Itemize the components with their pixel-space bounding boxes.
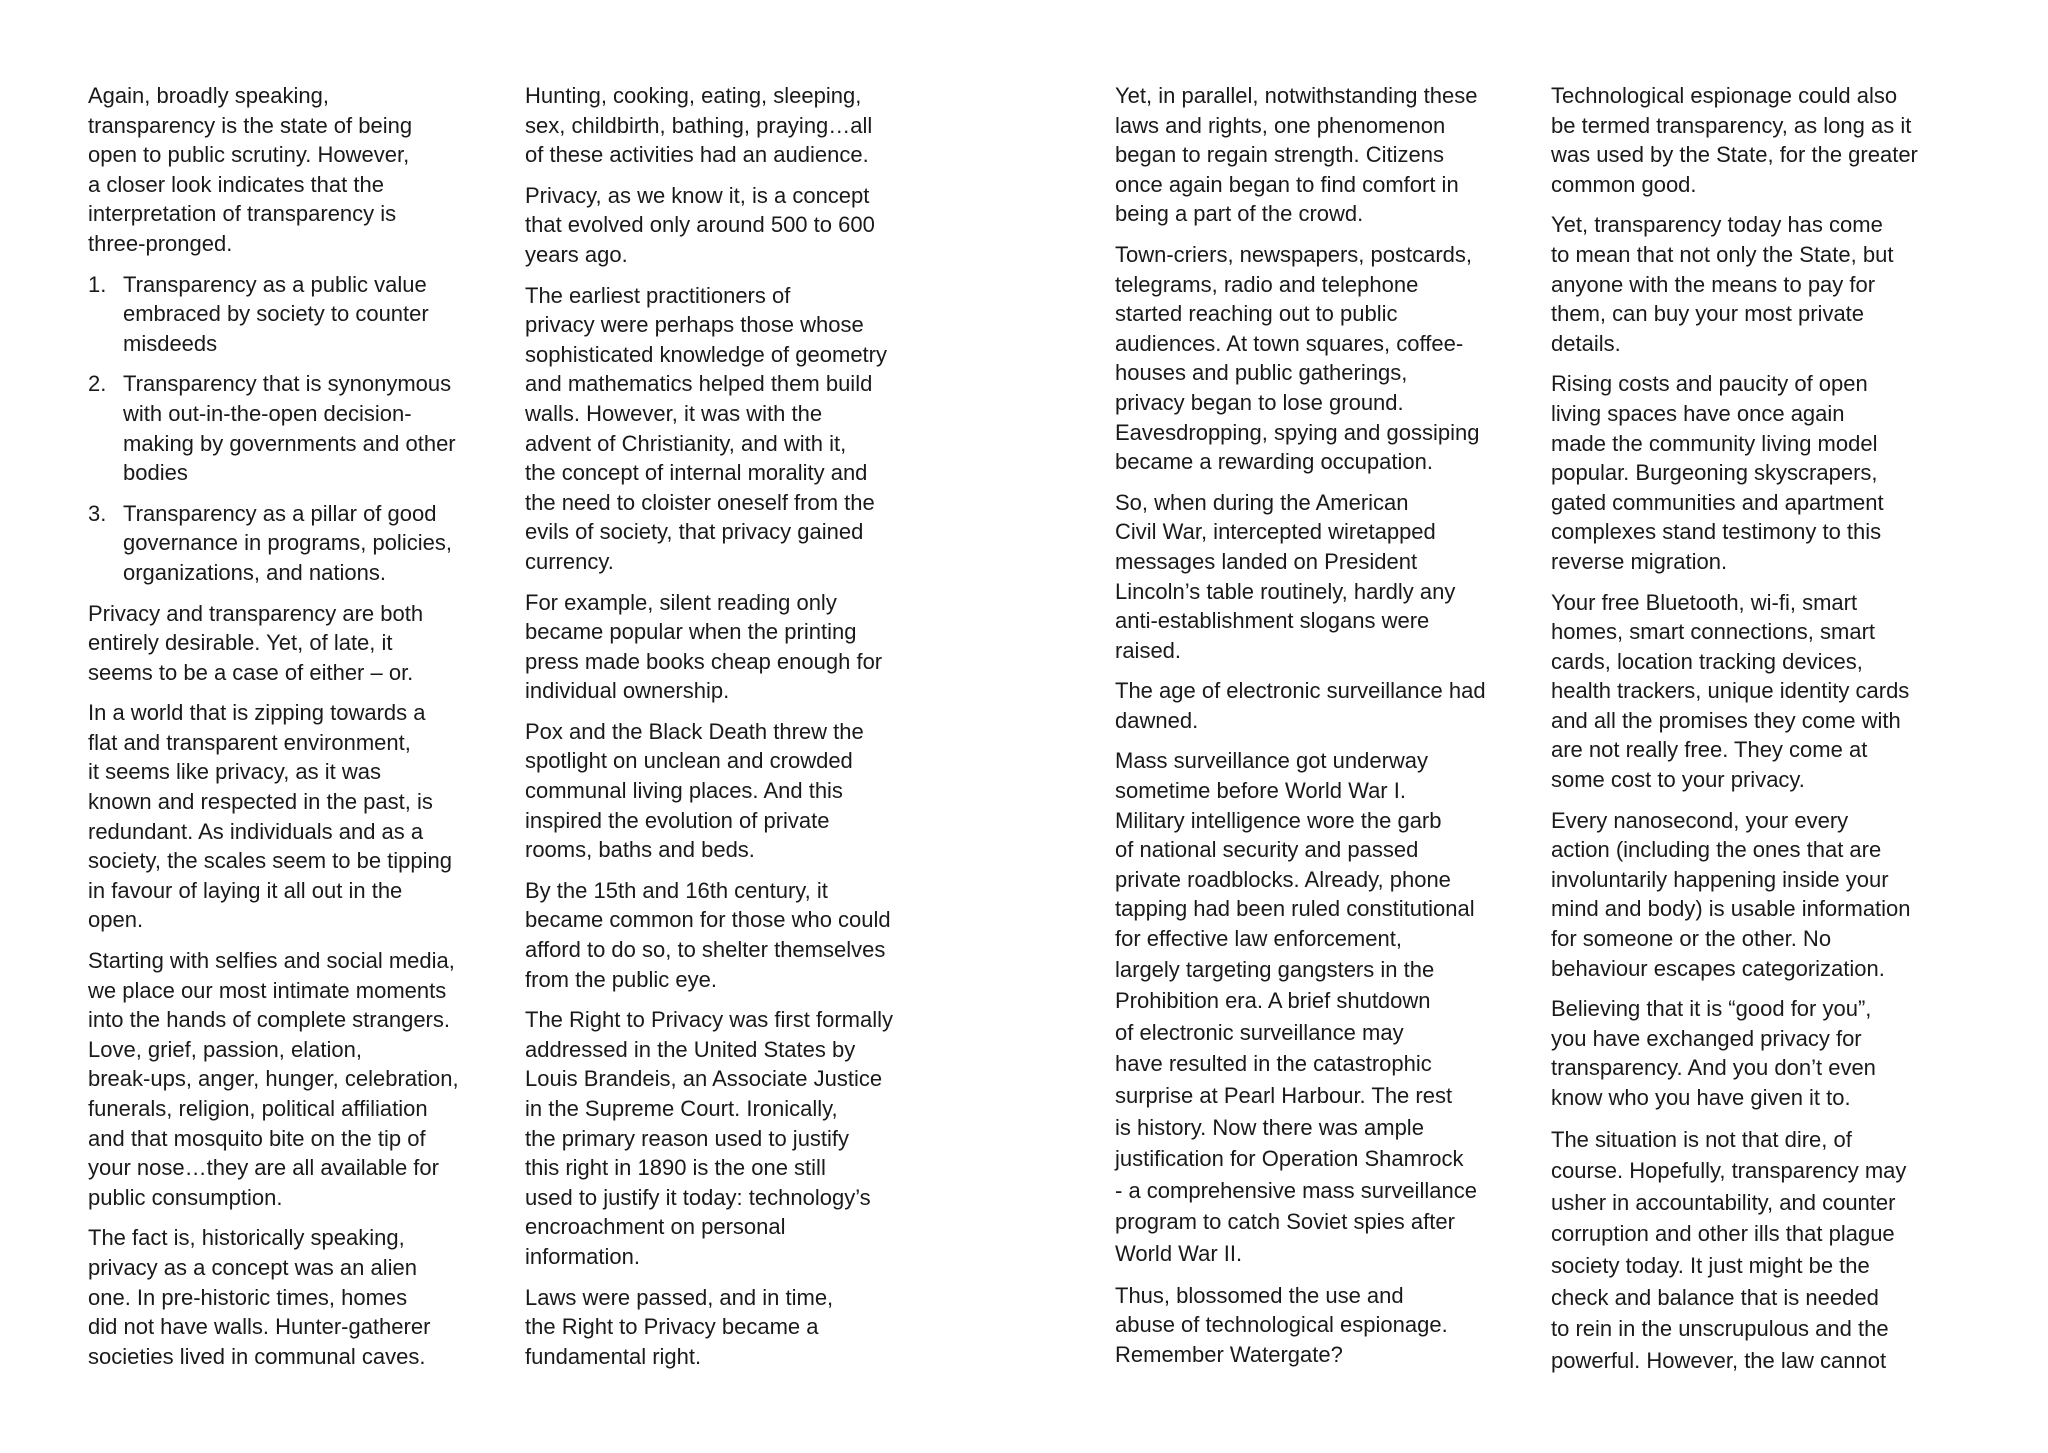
text-line: to rein in the unscrupulous and the: [1551, 1316, 1889, 1342]
text-line: sophisticated knowledge of geometry: [525, 341, 887, 367]
text-line: check and balance that is needed: [1551, 1284, 1879, 1310]
text-line: inspired the evolution of private: [525, 807, 830, 833]
text-line: mind and body) is usable information: [1551, 896, 1911, 922]
text-line: the need to cloister oneself from the: [525, 489, 875, 515]
text-line: of national security and passed: [1115, 837, 1419, 863]
text-line: Again, broadly speaking,: [88, 83, 329, 108]
text-line: The situation is not that dire, of: [1551, 1126, 1852, 1152]
text-line: privacy were perhaps those whose: [525, 312, 864, 338]
text-line: organizations, and nations.: [123, 559, 386, 585]
paragraph: [1115, 81, 1545, 229]
paragraph: [1551, 369, 1979, 576]
text-line: privacy as a concept was an alien: [88, 1254, 417, 1280]
text-line: Hunting, cooking, eating, sleeping,: [525, 83, 862, 108]
text-line: fundamental right.: [525, 1343, 702, 1369]
text-line: laws and rights, one phenomenon: [1115, 112, 1446, 138]
text-line: three-pronged.: [88, 230, 233, 256]
text-line: some cost to your privacy.: [1551, 767, 1805, 793]
text-line: governance in programs, policies,: [123, 530, 452, 556]
text-line: seems to be a case of either – or.: [88, 659, 414, 685]
text-line: surprise at Pearl Harbour. The rest: [1115, 1083, 1453, 1108]
text-line: Privacy, as we know it, is a concept: [525, 182, 870, 208]
text-line: bodies: [123, 460, 188, 486]
paragraph: [1115, 954, 1545, 1270]
text-line: afford to do so, to shelter themselves: [525, 937, 886, 963]
text-line: entirely desirable. Yet, of late, it: [88, 630, 393, 656]
text-line: sometime before World War I.: [1115, 778, 1406, 804]
text-line: powerful. However, the law cannot: [1551, 1347, 1887, 1373]
text-line: Love, grief, passion, elation,: [88, 1036, 362, 1062]
text-line: the primary reason used to justify: [525, 1125, 850, 1151]
text-line: Transparency as a public value: [123, 271, 427, 297]
paragraph: [525, 181, 950, 270]
text-line: to mean that not only the State, but: [1551, 241, 1894, 267]
paragraph: [88, 1223, 513, 1371]
paragraph: [525, 717, 950, 865]
text-line: the Right to Privacy became a: [525, 1314, 819, 1340]
text-line: Transparency that is synonymous: [123, 371, 452, 397]
text-line: advent of Christianity, and with it,: [525, 430, 847, 456]
text-line: cards, location tracking devices,: [1551, 648, 1863, 674]
paragraph: [1551, 806, 1979, 984]
text-line: course. Hopefully, transparency may: [1551, 1158, 1907, 1184]
text-line: currency.: [525, 548, 614, 574]
text-line: sex, childbirth, bathing, praying…all: [525, 112, 873, 138]
text-line: communal living places. And this: [525, 778, 843, 804]
text-line: transparency is the state of being: [88, 112, 413, 138]
list-item: [88, 270, 513, 359]
text-line: tapping had been ruled constitutional: [1115, 896, 1475, 922]
text-line: making by governments and other: [123, 430, 456, 456]
text-line: a closer look indicates that the: [88, 171, 384, 197]
text-line: homes, smart connections, smart: [1551, 619, 1876, 645]
text-line: became a rewarding occupation.: [1115, 449, 1433, 475]
left-page-column-1: [88, 81, 513, 1382]
text-line: began to regain strength. Citizens: [1115, 142, 1444, 168]
text-line: being a part of the crowd.: [1115, 201, 1364, 227]
text-line: Believing that it is “good for you”,: [1551, 996, 1872, 1022]
text-line: open to public scrutiny. However,: [88, 142, 410, 168]
text-line: the concept of internal morality and: [525, 460, 868, 486]
text-line: known and respected in the past, is: [88, 789, 433, 815]
text-line: Technological espionage could also: [1551, 83, 1898, 108]
text-line: public consumption.: [88, 1184, 283, 1210]
text-line: Laws were passed, and in time,: [525, 1284, 834, 1310]
text-line: anyone with the means to pay for: [1551, 271, 1876, 297]
text-line: walls. However, it was with the: [525, 400, 823, 426]
numbered-list: [88, 270, 513, 588]
text-line: Privacy and transparency are both: [88, 600, 424, 626]
text-line: and mathematics helped them build: [525, 371, 873, 397]
text-line: involuntarily happening inside your: [1551, 866, 1889, 892]
text-line: interpretation of transparency is: [88, 201, 397, 227]
text-line: Transparency as a pillar of good: [123, 500, 437, 526]
text-line: Prohibition era. A brief shutdown: [1115, 988, 1431, 1014]
text-line: dawned.: [1115, 707, 1199, 733]
text-line: was used by the State, for the greater: [1551, 142, 1918, 168]
text-line: The earliest practitioners of: [525, 282, 791, 308]
text-line: transparency. And you don’t even: [1551, 1055, 1876, 1081]
text-line: Every nanosecond, your every: [1551, 807, 1849, 833]
list-number: 2.: [88, 371, 107, 397]
paragraph: [525, 281, 950, 577]
text-line: Town-criers, newspapers, postcards,: [1115, 241, 1473, 267]
text-line: this right in 1890 is the one still: [525, 1155, 826, 1181]
text-line: we place our most intimate moments: [88, 977, 447, 1003]
text-line: Pox and the Black Death threw the: [525, 718, 864, 744]
text-line: know who you have given it to.: [1551, 1085, 1851, 1110]
paragraph: [1551, 994, 1979, 1112]
text-line: action (including the ones that are: [1551, 837, 1882, 863]
paragraph: [525, 1005, 950, 1271]
text-line: individual ownership.: [525, 678, 730, 704]
text-line: For example, silent reading only: [525, 589, 837, 615]
text-line: in the Supreme Court. Ironically,: [525, 1096, 838, 1121]
text-line: The age of electronic surveillance had: [1115, 678, 1486, 704]
list-number: 1.: [88, 271, 107, 297]
text-line: your nose…they are all available for: [88, 1155, 439, 1181]
text-line: them, can buy your most private: [1551, 301, 1865, 327]
text-line: became popular when the printing: [525, 619, 857, 645]
text-line: largely targeting gangsters in the: [1115, 956, 1435, 982]
text-line: addressed in the United States by: [525, 1036, 856, 1062]
text-line: Yet, in parallel, notwithstanding these: [1115, 83, 1478, 108]
text-line: with out-in-the-open decision-: [123, 400, 412, 426]
text-line: is history. Now there was ample: [1115, 1114, 1424, 1140]
text-line: and all the promises they come with: [1551, 707, 1901, 733]
paragraph: [1551, 1124, 1979, 1377]
text-line: did not have walls. Hunter-gatherer: [88, 1314, 431, 1340]
text-line: evils of society, that privacy gained: [525, 519, 864, 545]
list-number: 3.: [88, 500, 107, 526]
text-line: society, the scales seem to be tipping: [88, 848, 453, 874]
text-line: behaviour escapes categorization.: [1551, 955, 1885, 981]
text-line: encroachment on personal: [525, 1214, 786, 1240]
paragraph: [1115, 240, 1545, 477]
text-line: privacy began to lose ground.: [1115, 389, 1404, 415]
text-line: made the community living model: [1551, 430, 1878, 456]
text-line: abuse of technological espionage.: [1115, 1312, 1448, 1338]
text-line: you have exchanged privacy for: [1551, 1025, 1862, 1051]
text-line: flat and transparent environment,: [88, 729, 411, 755]
text-line: complexes stand testimony to this: [1551, 519, 1882, 545]
text-line: raised.: [1115, 637, 1182, 663]
text-line: information.: [525, 1243, 640, 1269]
text-line: Military intelligence wore the garb: [1115, 807, 1442, 833]
text-line: The fact is, historically speaking,: [88, 1225, 405, 1251]
paragraph: [88, 698, 513, 935]
text-line: open.: [88, 907, 144, 933]
paragraph: [525, 1283, 950, 1372]
text-line: for someone or the other. No: [1551, 926, 1832, 952]
paragraph: [88, 81, 513, 259]
text-line: telegrams, radio and telephone: [1115, 271, 1419, 297]
text-line: Rising costs and paucity of open: [1551, 371, 1868, 397]
text-line: have resulted in the catastrophic: [1115, 1051, 1432, 1077]
text-line: messages landed on President: [1115, 548, 1418, 574]
paragraph: [1551, 81, 1979, 199]
text-line: in favour of laying it all out in the: [88, 877, 403, 903]
text-line: details.: [1551, 330, 1621, 356]
list-item: [88, 369, 513, 487]
text-line: Starting with selfies and social media,: [88, 948, 455, 974]
text-line: became common for those who could: [525, 907, 891, 933]
paragraph: [525, 81, 950, 170]
paragraph: [525, 588, 950, 706]
text-line: Yet, transparency today has come: [1551, 212, 1883, 238]
text-line: rooms, baths and beds.: [525, 837, 755, 863]
paragraph: [1115, 1281, 1545, 1370]
text-line: be termed transparency, as long as it: [1551, 112, 1912, 138]
paragraph: [1115, 746, 1545, 953]
text-line: embraced by society to counter: [123, 301, 429, 327]
text-line: private roadblocks. Already, phone: [1115, 866, 1451, 892]
text-line: society today. It just might be the: [1551, 1252, 1870, 1278]
text-line: break-ups, anger, hunger, celebration,: [88, 1066, 459, 1092]
text-line: spotlight on unclean and crowded: [525, 748, 853, 774]
text-line: Mass surveillance got underway: [1115, 748, 1429, 774]
text-line: popular. Burgeoning skyscrapers,: [1551, 460, 1878, 486]
text-line: for effective law enforcement,: [1115, 926, 1402, 952]
text-line: are not really free. They come at: [1551, 737, 1868, 763]
text-line: redundant. As individuals and as a: [88, 818, 424, 844]
text-line: Remember Watergate?: [1115, 1341, 1343, 1367]
text-line: of these activities had an audience.: [525, 142, 869, 168]
text-line: Thus, blossomed the use and: [1115, 1282, 1404, 1308]
paragraph: [525, 876, 950, 994]
text-line: audiences. At town squares, coffee-: [1115, 330, 1464, 356]
list-item: [88, 499, 513, 588]
text-line: gated communities and apartment: [1551, 489, 1884, 515]
text-line: usher in accountability, and counter: [1551, 1189, 1896, 1215]
paragraph: [1551, 588, 1979, 795]
text-line: used to justify it today: technology’s: [525, 1184, 871, 1210]
right-page-column-1: [1115, 81, 1545, 1380]
text-line: misdeeds: [123, 330, 218, 356]
text-line: press made books cheap enough for: [525, 648, 883, 674]
text-line: from the public eye.: [525, 966, 717, 992]
text-line: houses and public gatherings,: [1115, 360, 1408, 386]
text-line: started reaching out to public: [1115, 301, 1398, 327]
paragraph: [1115, 488, 1545, 666]
text-line: program to catch Soviet spies after: [1115, 1209, 1455, 1235]
text-line: and that mosquito bite on the tip of: [88, 1125, 426, 1151]
paragraph: [1551, 210, 1979, 358]
text-line: of electronic surveillance may: [1115, 1019, 1404, 1045]
text-line: By the 15th and 16th century, it: [525, 877, 828, 903]
text-line: societies lived in communal caves.: [88, 1343, 426, 1369]
left-page-column-2: [525, 81, 950, 1382]
text-line: Civil War, intercepted wiretapped: [1115, 519, 1436, 545]
text-line: once again began to find comfort in: [1115, 171, 1459, 197]
text-line: justification for Operation Shamrock: [1115, 1146, 1464, 1172]
text-line: one. In pre-historic times, homes: [88, 1284, 408, 1310]
text-line: years ago.: [525, 241, 628, 267]
text-line: Louis Brandeis, an Associate Justice: [525, 1066, 883, 1092]
text-line: World War II.: [1115, 1240, 1243, 1266]
paragraph: [88, 946, 513, 1212]
text-line: funerals, religion, political affiliation: [88, 1096, 428, 1121]
text-line: common good.: [1551, 171, 1697, 197]
text-line: Your free Bluetooth, wi-fi, smart: [1551, 589, 1858, 615]
text-line: Eavesdropping, spying and gossiping: [1115, 419, 1480, 445]
text-line: it seems like privacy, as it was: [88, 759, 382, 785]
text-line: In a world that is zipping towards a: [88, 700, 426, 726]
paragraph: [88, 599, 513, 688]
text-line: anti-establishment slogans were: [1115, 608, 1430, 634]
text-line: The Right to Privacy was first formally: [525, 1007, 893, 1033]
text-line: that evolved only around 500 to 600: [525, 212, 875, 238]
text-line: - a comprehensive mass surveillance: [1115, 1177, 1477, 1203]
text-line: health trackers, unique identity cards: [1551, 678, 1910, 704]
text-line: reverse migration.: [1551, 548, 1728, 574]
text-line: So, when during the American: [1115, 489, 1409, 515]
text-line: living spaces have once again: [1551, 400, 1845, 426]
text-line: corruption and other ills that plague: [1551, 1221, 1895, 1247]
text-line: Lincoln’s table routinely, hardly any: [1115, 578, 1456, 604]
text-line: into the hands of complete strangers.: [88, 1007, 450, 1033]
right-page-column-2: [1551, 81, 1979, 1387]
paragraph: [1115, 676, 1545, 735]
